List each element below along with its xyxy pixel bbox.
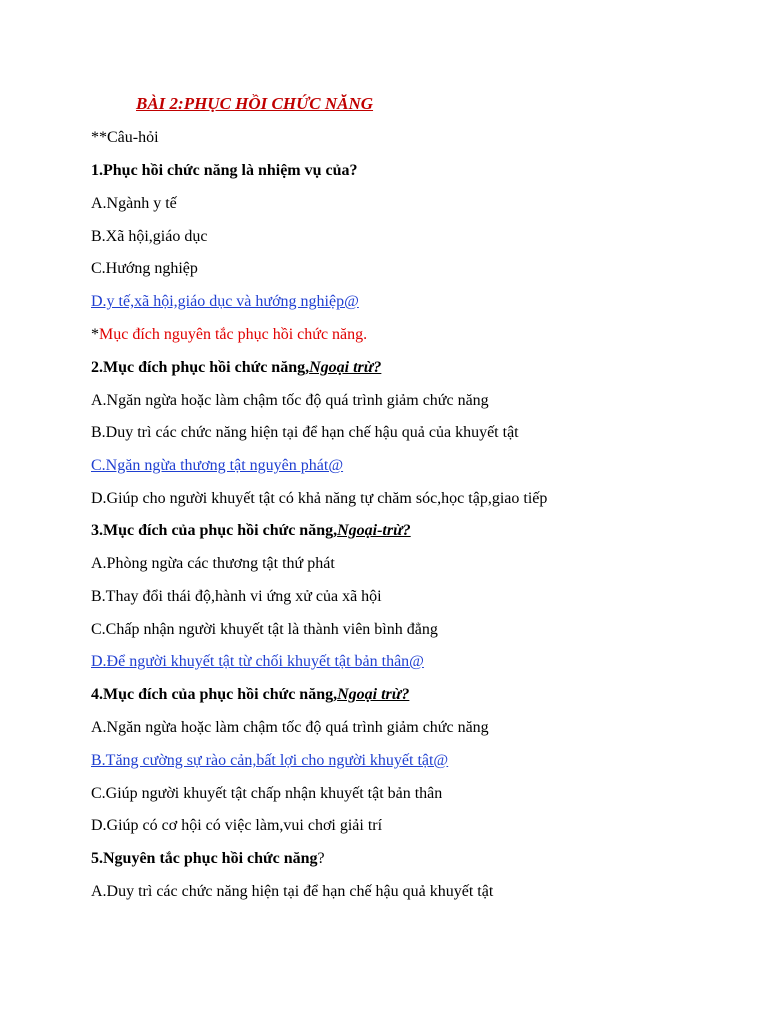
question-3-text: 3.Mục đích của phục hồi chức năng, bbox=[91, 522, 338, 539]
q2-option-c-correct[interactable]: C.Ngăn ngừa thương tật nguyên phát@ bbox=[91, 457, 344, 474]
note-star: * bbox=[91, 326, 99, 343]
q4-option-b-correct[interactable]: B.Tăng cường sự rào cản,bất lợi cho người khuyết tật@ bbox=[91, 752, 449, 769]
q1-option-c: C.Hướng nghiệp bbox=[91, 260, 198, 277]
section-heading: **Câu-hỏi bbox=[91, 129, 159, 146]
question-5-text: 5.Nguyên tắc phục hồi chức năng bbox=[91, 850, 318, 867]
question-4-except: Ngoại trừ? bbox=[337, 686, 410, 703]
q4-option-a: A.Ngăn ngừa hoặc làm chậm tốc độ quá trình giảm chức năng bbox=[91, 719, 489, 736]
q1-option-b: B.Xã hội,giáo dục bbox=[91, 228, 208, 245]
question-2-except: Ngoại trừ? bbox=[309, 359, 382, 376]
question-4 bbox=[91, 685, 409, 705]
question-2-text: 2.Mục đích phục hồi chức năng, bbox=[91, 359, 310, 376]
q4-option-c: C.Giúp người khuyết tật chấp nhận khuyết tật bản thân bbox=[91, 785, 443, 802]
question-2 bbox=[91, 358, 381, 378]
question-3-except: Ngoại-trừ? bbox=[337, 522, 411, 539]
q2-option-b: B.Duy trì các chức năng hiện tại để hạn chế hậu quả của khuyết tật bbox=[91, 424, 519, 441]
question-3 bbox=[91, 521, 411, 541]
q1-option-d-correct[interactable]: D.y tế,xã hội,giáo dục và hướng nghiệp@ bbox=[91, 293, 359, 310]
q3-option-d-correct[interactable]: D.Để người khuyết tật từ chối khuyết tật bản thân@ bbox=[91, 653, 424, 670]
q5-option-a: A.Duy trì các chức năng hiện tại để hạn chế hậu quả khuyết tật bbox=[91, 883, 494, 900]
q1-option-a: A.Ngành y tế bbox=[91, 195, 177, 212]
note-text: Mục đích nguyên tắc phục hồi chức năng. bbox=[99, 326, 368, 343]
q4-option-d: D.Giúp có cơ hội có việc làm,vui chơi giải trí bbox=[91, 817, 383, 834]
question-5-mark: ? bbox=[317, 850, 325, 867]
q3-option-a: A.Phòng ngừa các thương tật thứ phát bbox=[91, 555, 335, 572]
page-title: BÀI 2:PHỤC HỒI CHỨC NĂNG bbox=[136, 94, 374, 113]
q3-option-c: C.Chấp nhận người khuyết tật là thành viên bình đẳng bbox=[91, 621, 438, 638]
q2-option-a: A.Ngăn ngừa hoặc làm chậm tốc độ quá trình giảm chức năng bbox=[91, 392, 489, 409]
question-4-text: 4.Mục đích của phục hồi chức năng, bbox=[91, 686, 338, 703]
question-5 bbox=[91, 849, 325, 869]
question-1: 1.Phục hồi chức năng là nhiệm vụ của? bbox=[91, 162, 358, 179]
note-line bbox=[91, 325, 367, 345]
q2-option-d: D.Giúp cho người khuyết tật có khả năng tự chăm sóc,học tập,giao tiếp bbox=[91, 490, 548, 507]
q3-option-b: B.Thay đổi thái độ,hành vi ứng xử của xã hội bbox=[91, 588, 382, 605]
